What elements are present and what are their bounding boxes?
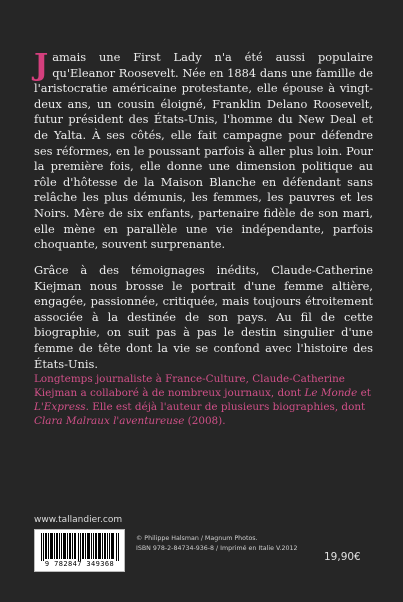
bio-text-3: . Elle est déjà l'auteur de plusieurs biographies, dont	[85, 401, 366, 413]
dropcap-letter: J	[34, 48, 49, 83]
photo-credit: © Philippe Halsman / Magnum Photos.	[136, 535, 258, 542]
bio-text-2: et	[357, 387, 371, 399]
barcode-bars-icon	[41, 533, 119, 561]
barcode-number: 9 782847 349368	[44, 560, 115, 568]
description-paragraph-2	[34, 263, 373, 372]
publisher-website[interactable]: www.tallandier.com	[34, 515, 123, 525]
credits	[136, 534, 296, 553]
bio-journal-2: L'Express	[34, 401, 86, 413]
bio-text-1: Longtemps journaliste à France-Culture, Claude-Catherine Kiejman a collaboré à de nombreux journaux, dont	[34, 373, 345, 399]
author-bio	[34, 372, 373, 428]
bio-book-title: Clara Malraux l'aventureuse	[34, 415, 185, 427]
description-text-1: amais une First Lady n'a été aussi populaire qu'Eleanor Roosevelt. Née en 1884 dans une famille de l'aristocratie américaine protestante, elle épouse à vingt-deux ans, un cousin éloigné, Franklin Delano Roosevelt, futur président des États-Unis, l'homme du New Deal et de Yalta. À ses côtés, elle fait campagne pour défendre ses réformes, en le poussant parfois à aller plus loin. Pour la première fois, elle donne une dimension politique au rôle d'hôtesse de la Maison Blanche en défendant sans relâche les plus démunis, les femmes, les pauvres et les Noirs. Mère de six enfants, partenaire fidèle de son mari, elle mène en parallèle une vie indépendante, parfois choquante, souvent surprenante.	[34, 50, 373, 252]
bio-journal-1: Le Monde	[304, 387, 358, 399]
bio-text-4: (2008).	[184, 415, 226, 427]
barcode	[34, 529, 125, 572]
description-paragraph-1	[34, 50, 373, 253]
price: 19,90€	[324, 551, 361, 563]
isbn-line: ISBN 978-2-84734-936-8 / Imprimé en Italie V.2012	[136, 544, 298, 552]
description-text-2: Grâce à des témoignages inédits, Claude-Catherine Kiejman nous brosse le portrait d'une femme altière, engagée, passionnée, critiquée, mais toujours étroitement associée à la destinée de son pays. Au fil de cette biographie, on suit pas à pas le destin singulier d'une femme de tête dont la vie se confond avec l'histoire des États-Unis.	[34, 263, 373, 371]
